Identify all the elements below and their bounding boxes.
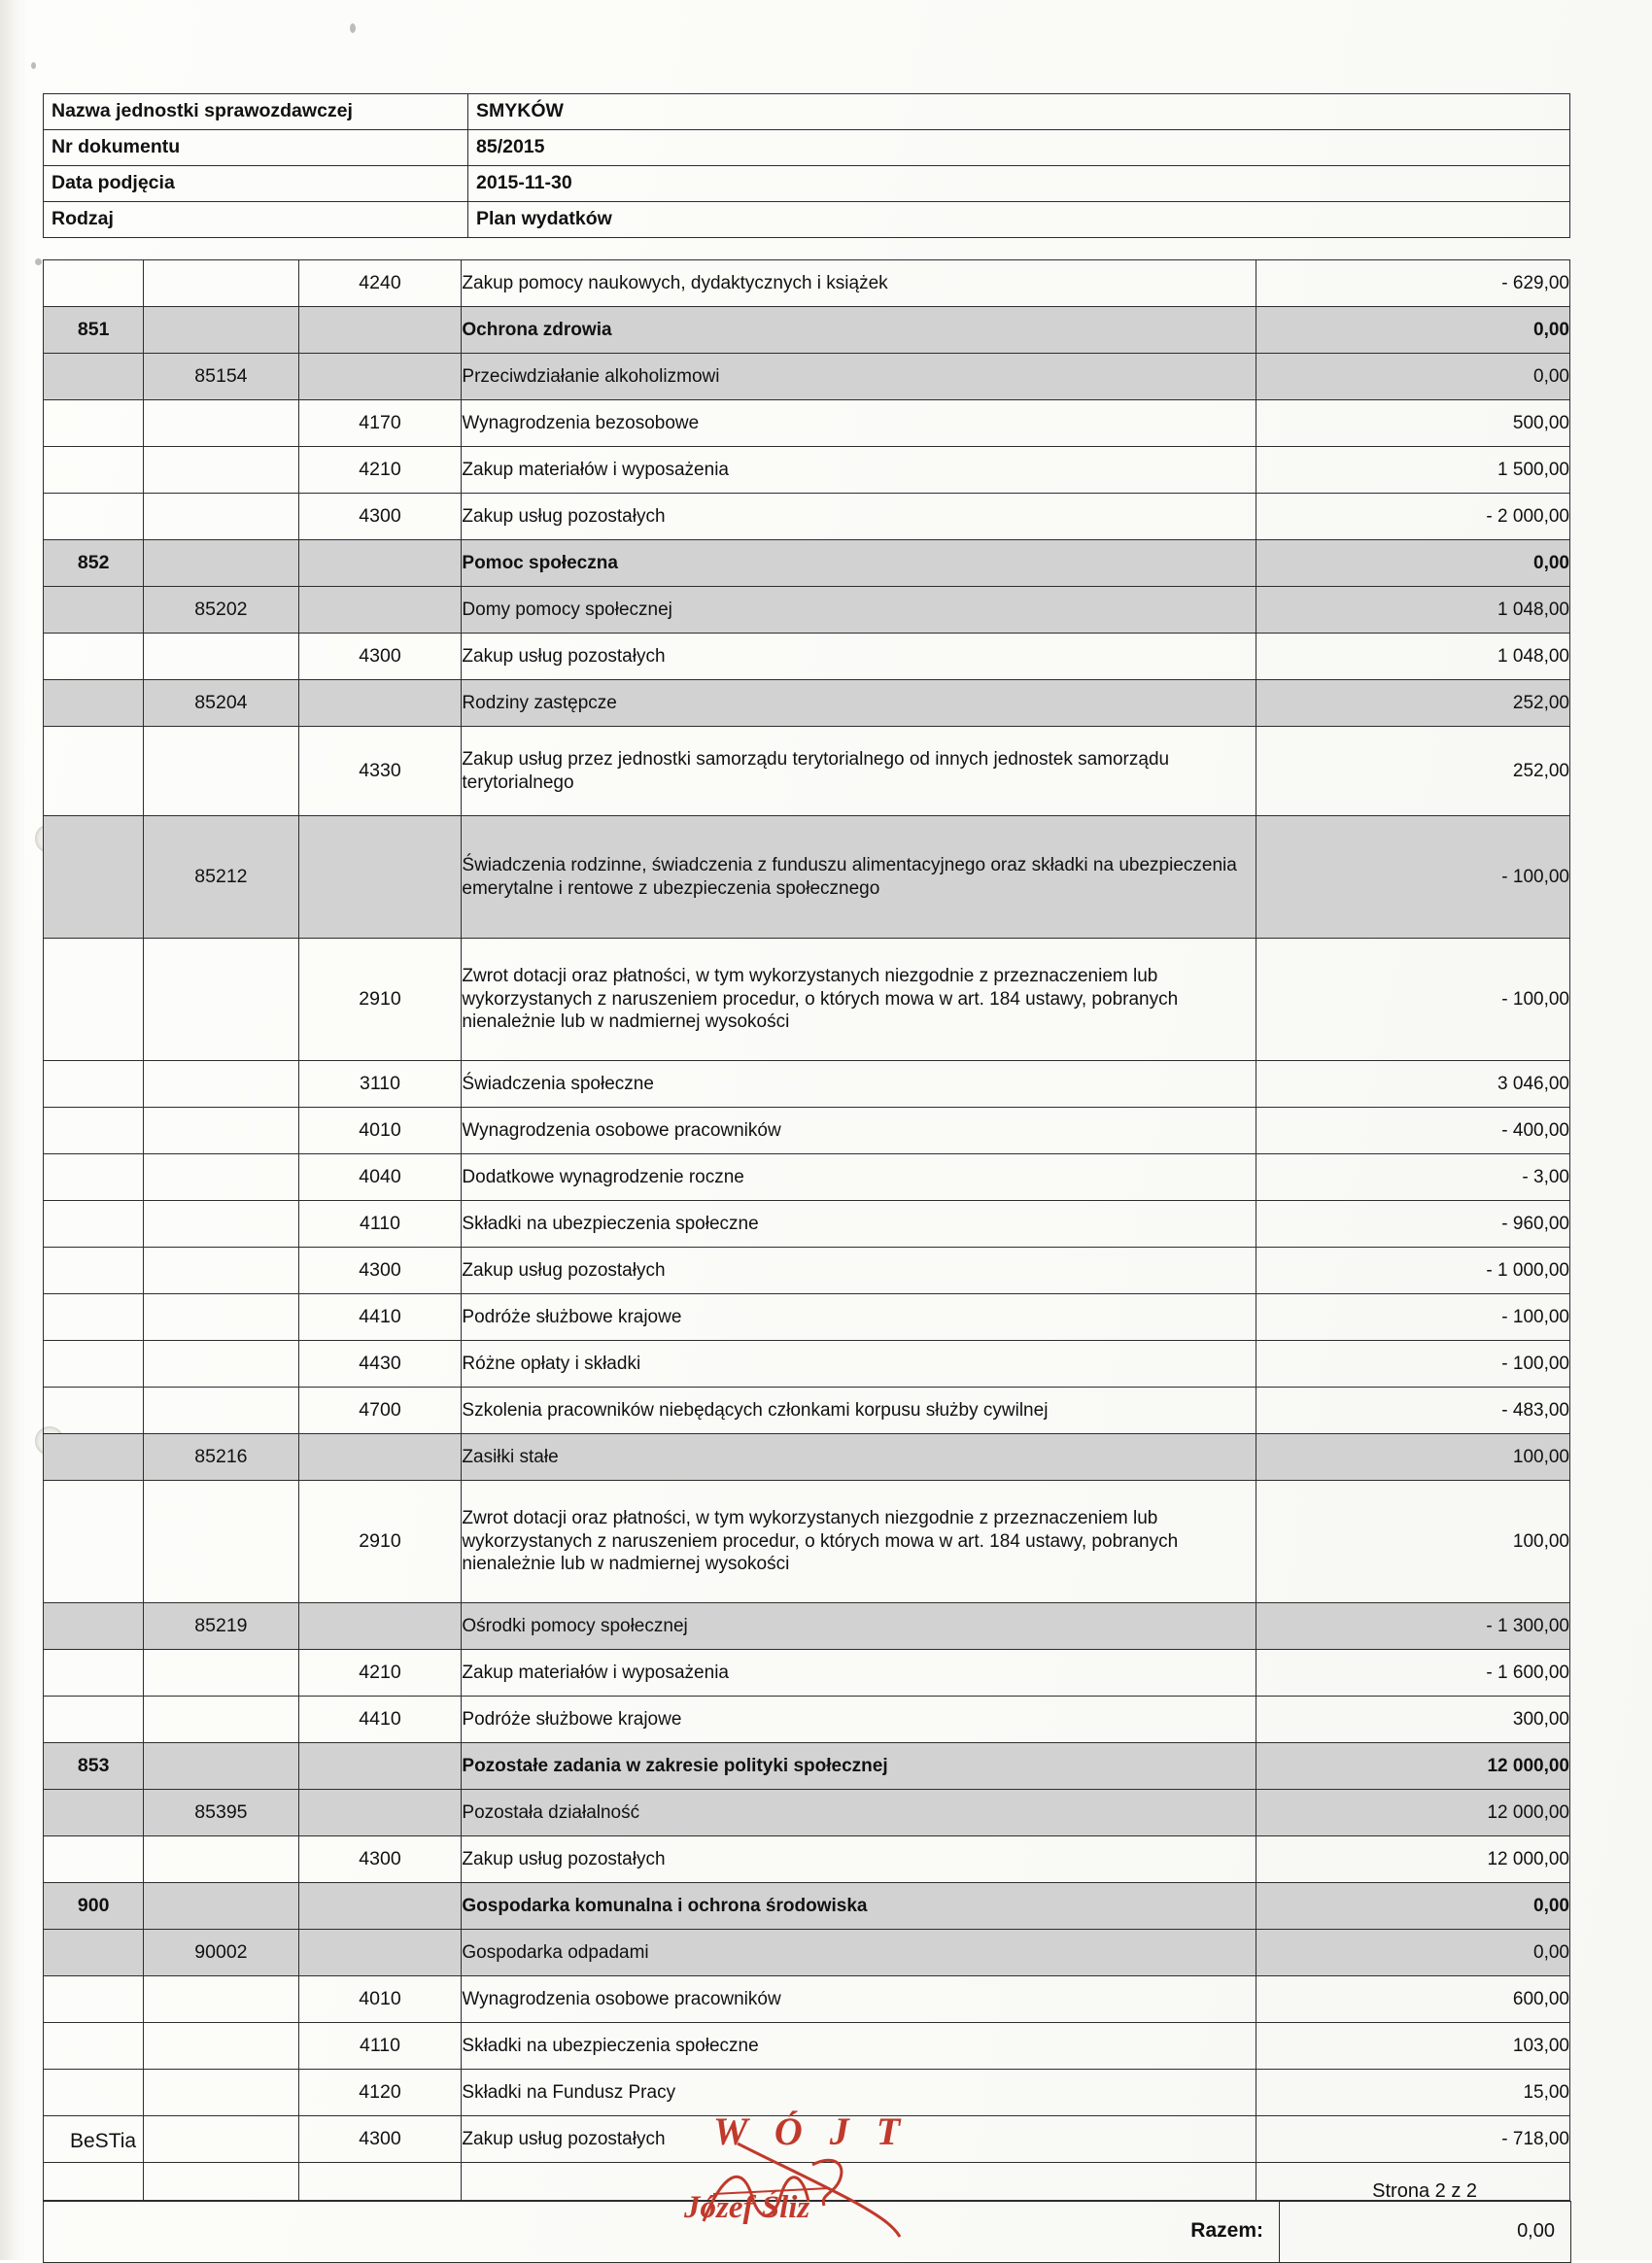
table-row	[44, 1248, 1570, 1294]
cell-name: Zakup usług pozostałych	[462, 494, 1256, 540]
cell-dzial	[44, 1930, 144, 1976]
table-row	[44, 1650, 1570, 1697]
cell-value: 1 048,00	[1256, 587, 1570, 634]
table-row	[44, 587, 1570, 634]
cell-value: 252,00	[1256, 680, 1570, 727]
cell-rozdzial	[144, 1976, 298, 2023]
table-row	[44, 260, 1570, 307]
cell-value: 600,00	[1256, 1976, 1570, 2023]
cell-value: 0,00	[1256, 354, 1570, 400]
cell-rozdzial	[144, 1388, 298, 1434]
cell-rozdzial: 85219	[144, 1603, 298, 1650]
cell-name: Zwrot dotacji oraz płatności, w tym wykorzystanych niezgodnie z przeznaczeniem lub wykorzystanych z naruszeniem procedur, o których mowa w art. 184 ustawy, pobranych nienależnie lub w nadmiernej wysokości	[462, 1481, 1256, 1603]
cell-dzial	[44, 634, 144, 680]
cell-rozdzial	[144, 2070, 298, 2116]
cell-paragraf	[298, 1603, 462, 1650]
stamp-title: W Ó J T	[713, 2109, 910, 2153]
cell-value: - 100,00	[1256, 1341, 1570, 1388]
cell-dzial	[44, 1154, 144, 1201]
cell-rozdzial	[144, 1061, 298, 1108]
cell-dzial: 852	[44, 540, 144, 587]
header-row	[44, 166, 1570, 202]
cell-paragraf	[298, 680, 462, 727]
cell-name: Wynagrodzenia bezosobowe	[462, 400, 1256, 447]
cell-value: 103,00	[1256, 2023, 1570, 2070]
cell-dzial	[44, 260, 144, 307]
cell-paragraf: 4330	[298, 727, 462, 816]
table-row	[44, 1388, 1570, 1434]
cell-name: Zakup usług przez jednostki samorządu terytorialnego od innych jednostek samorządu terytorialnego	[462, 727, 1256, 816]
cell-value: - 1 300,00	[1256, 1603, 1570, 1650]
cell-paragraf: 4210	[298, 447, 462, 494]
cell-dzial	[44, 1790, 144, 1836]
cell-name: Składki na ubezpieczenia społeczne	[462, 2023, 1256, 2070]
cell-rozdzial	[144, 1883, 298, 1930]
cell-paragraf	[298, 540, 462, 587]
cell-name: Zakup pomocy naukowych, dydaktycznych i książek	[462, 260, 1256, 307]
header-value: Plan wydatków	[468, 202, 1570, 238]
cell-paragraf: 2910	[298, 1481, 462, 1603]
cell-rozdzial	[144, 1481, 298, 1603]
table-row	[44, 816, 1570, 939]
cell-dzial	[44, 587, 144, 634]
table-row	[44, 1790, 1570, 1836]
cell-paragraf: 4300	[298, 1248, 462, 1294]
cell-dzial: 853	[44, 1743, 144, 1790]
table-row	[44, 1976, 1570, 2023]
cell-name: Wynagrodzenia osobowe pracowników	[462, 1976, 1256, 2023]
cell-dzial	[44, 1294, 144, 1341]
cell-paragraf: 4170	[298, 400, 462, 447]
table-row	[44, 939, 1570, 1061]
cell-value: 0,00	[1256, 1930, 1570, 1976]
cell-value: 0,00	[1256, 1883, 1570, 1930]
cell-dzial	[44, 1061, 144, 1108]
cell-dzial	[44, 939, 144, 1061]
cell-dzial: 900	[44, 1883, 144, 1930]
cell-name: Ochrona zdrowia	[462, 307, 1256, 354]
header-value: 2015-11-30	[468, 166, 1570, 202]
cell-dzial	[44, 1976, 144, 2023]
cell-rozdzial	[144, 1743, 298, 1790]
table-row	[44, 2023, 1570, 2070]
cell-rozdzial	[144, 1248, 298, 1294]
cell-rozdzial	[144, 1341, 298, 1388]
cell-rozdzial	[144, 634, 298, 680]
cell-rozdzial: 85395	[144, 1790, 298, 1836]
table-row	[44, 1697, 1570, 1743]
cell-dzial	[44, 1341, 144, 1388]
cell-dzial	[44, 1650, 144, 1697]
cell-dzial	[44, 1481, 144, 1603]
scan-speck	[350, 23, 356, 33]
table-row	[44, 1341, 1570, 1388]
cell-value: - 960,00	[1256, 1201, 1570, 1248]
cell-name: Zasiłki stałe	[462, 1434, 1256, 1481]
cell-paragraf: 4410	[298, 1294, 462, 1341]
cell-dzial	[44, 816, 144, 939]
table-row	[44, 354, 1570, 400]
cell-dzial	[44, 494, 144, 540]
cell-paragraf	[298, 1434, 462, 1481]
cell-paragraf	[298, 307, 462, 354]
document-footer	[43, 2109, 1613, 2243]
cell-dzial	[44, 1108, 144, 1154]
cell-dzial	[44, 354, 144, 400]
cell-rozdzial	[144, 1108, 298, 1154]
cell-paragraf: 2910	[298, 939, 462, 1061]
cell-name: Wynagrodzenia osobowe pracowników	[462, 1108, 1256, 1154]
cell-value: 3 046,00	[1256, 1061, 1570, 1108]
table-row	[44, 1603, 1570, 1650]
header-label: Nazwa jednostki sprawozdawczej	[44, 94, 468, 130]
cell-dzial	[44, 1248, 144, 1294]
cell-paragraf: 4410	[298, 1697, 462, 1743]
cell-paragraf: 4110	[298, 2023, 462, 2070]
cell-name: Świadczenia społeczne	[462, 1061, 1256, 1108]
table-row	[44, 1743, 1570, 1790]
cell-rozdzial: 85204	[144, 680, 298, 727]
cell-value: - 1 600,00	[1256, 1650, 1570, 1697]
cell-rozdzial	[144, 447, 298, 494]
cell-value: - 2 000,00	[1256, 494, 1570, 540]
cell-dzial	[44, 1603, 144, 1650]
cell-name: Podróże służbowe krajowe	[462, 1697, 1256, 1743]
cell-value: 1 048,00	[1256, 634, 1570, 680]
table-row	[44, 494, 1570, 540]
cell-paragraf	[298, 1930, 462, 1976]
cell-paragraf: 4240	[298, 260, 462, 307]
signature-stamp	[684, 2105, 1102, 2250]
cell-value: 12 000,00	[1256, 1743, 1570, 1790]
cell-name: Dodatkowe wynagrodzenie roczne	[462, 1154, 1256, 1201]
cell-name: Zakup usług pozostałych	[462, 634, 1256, 680]
cell-name: Przeciwdziałanie alkoholizmowi	[462, 354, 1256, 400]
cell-paragraf: 4300	[298, 494, 462, 540]
cell-name: Składki na Fundusz Pracy	[462, 2070, 1256, 2116]
table-row	[44, 540, 1570, 587]
cell-paragraf: 4210	[298, 1650, 462, 1697]
cell-paragraf: 4300	[298, 634, 462, 680]
cell-rozdzial	[144, 307, 298, 354]
cell-paragraf: 3110	[298, 1061, 462, 1108]
cell-paragraf	[298, 587, 462, 634]
cell-paragraf: 4010	[298, 1108, 462, 1154]
system-name: BeSTia	[70, 2130, 137, 2152]
cell-paragraf	[298, 1790, 462, 1836]
cell-name: Świadczenia rodzinne, świadczenia z funduszu alimentacyjnego oraz składki na ubezpieczenia emerytalne i rentowe z ubezpieczenia społecznego	[462, 816, 1256, 939]
scan-speck	[35, 258, 42, 265]
cell-paragraf: 4040	[298, 1154, 462, 1201]
cell-name: Szkolenia pracowników niebędących członkami korpusu służby cywilnej	[462, 1388, 1256, 1434]
cell-value: - 483,00	[1256, 1388, 1570, 1434]
cell-name: Zakup usług pozostałych	[462, 2116, 1256, 2163]
header-row	[44, 130, 1570, 166]
cell-paragraf: 4120	[298, 2070, 462, 2116]
table-row	[44, 634, 1570, 680]
cell-name: Domy pomocy społecznej	[462, 587, 1256, 634]
table-row	[44, 680, 1570, 727]
document-body	[43, 93, 1588, 2263]
cell-rozdzial	[144, 1697, 298, 1743]
cell-name: Różne opłaty i składki	[462, 1341, 1256, 1388]
cell-rozdzial	[144, 1836, 298, 1883]
cell-paragraf	[298, 816, 462, 939]
cell-paragraf: 4300	[298, 1836, 462, 1883]
cell-dzial	[44, 1388, 144, 1434]
cell-rozdzial	[144, 1154, 298, 1201]
cell-value: 15,00	[1256, 2070, 1570, 2116]
cell-rozdzial	[144, 727, 298, 816]
cell-paragraf	[298, 1743, 462, 1790]
cell-name: Rodziny zastępcze	[462, 680, 1256, 727]
cell-name: Zakup materiałów i wyposażenia	[462, 1650, 1256, 1697]
cell-value: 0,00	[1256, 307, 1570, 354]
table-row	[44, 727, 1570, 816]
table-row	[44, 447, 1570, 494]
cell-value: 300,00	[1256, 1697, 1570, 1743]
cell-value: - 100,00	[1256, 1294, 1570, 1341]
header-label: Nr dokumentu	[44, 130, 468, 166]
cell-dzial: 851	[44, 307, 144, 354]
cell-value: - 629,00	[1256, 260, 1570, 307]
cell-dzial	[44, 1697, 144, 1743]
table-row	[44, 400, 1570, 447]
cell-name: Pomoc społeczna	[462, 540, 1256, 587]
table-row	[44, 1154, 1570, 1201]
cell-value: 0,00	[1256, 540, 1570, 587]
cell-paragraf	[298, 1883, 462, 1930]
cell-name: Gospodarka komunalna i ochrona środowiska	[462, 1883, 1256, 1930]
header-row	[44, 202, 1570, 238]
cell-rozdzial	[144, 1201, 298, 1248]
cell-rozdzial: 85154	[144, 354, 298, 400]
cell-value: - 1 000,00	[1256, 1248, 1570, 1294]
cell-dzial	[44, 680, 144, 727]
cell-name: Gospodarka odpadami	[462, 1930, 1256, 1976]
total-value: 0,00	[1280, 2202, 1571, 2263]
cell-dzial	[44, 2070, 144, 2116]
cell-value: 1 500,00	[1256, 447, 1570, 494]
cell-name: Ośrodki pomocy społecznej	[462, 1603, 1256, 1650]
cell-rozdzial: 85216	[144, 1434, 298, 1481]
cell-dzial	[44, 727, 144, 816]
cell-dzial	[44, 1201, 144, 1248]
cell-rozdzial: 85202	[144, 587, 298, 634]
table-row	[44, 1930, 1570, 1976]
stamp-signer-name: Józef Śliz	[684, 2190, 810, 2225]
cell-paragraf: 4700	[298, 1388, 462, 1434]
cell-rozdzial	[144, 400, 298, 447]
cell-rozdzial	[144, 1650, 298, 1697]
budget-table	[43, 259, 1570, 2201]
header-label: Data podjęcia	[44, 166, 468, 202]
header-label: Rodzaj	[44, 202, 468, 238]
cell-rozdzial	[144, 939, 298, 1061]
cell-value: 12 000,00	[1256, 1790, 1570, 1836]
cell-rozdzial: 90002	[144, 1930, 298, 1976]
cell-dzial	[44, 1434, 144, 1481]
cell-rozdzial	[144, 2023, 298, 2070]
cell-name: Pozostała działalność	[462, 1790, 1256, 1836]
header-row	[44, 94, 1570, 130]
cell-paragraf: 4110	[298, 1201, 462, 1248]
total-label: Razem:	[44, 2202, 1280, 2263]
cell-value: - 400,00	[1256, 1108, 1570, 1154]
table-row	[44, 1108, 1570, 1154]
cell-dzial	[44, 400, 144, 447]
table-row	[44, 1434, 1570, 1481]
cell-value: - 100,00	[1256, 939, 1570, 1061]
cell-name: Zakup usług pozostałych	[462, 1248, 1256, 1294]
table-row	[44, 1294, 1570, 1341]
cell-value: 12 000,00	[1256, 1836, 1570, 1883]
cell-rozdzial	[144, 260, 298, 307]
cell-name: Pozostałe zadania w zakresie polityki społecznej	[462, 1743, 1256, 1790]
cell-value: - 718,00	[1256, 2116, 1570, 2163]
cell-value: 100,00	[1256, 1481, 1570, 1603]
cell-paragraf: 4010	[298, 1976, 462, 2023]
cell-paragraf: 4300	[298, 2116, 462, 2163]
page-number: Strona 2 z 2	[1372, 2180, 1477, 2202]
cell-name: Podróże służbowe krajowe	[462, 1294, 1256, 1341]
cell-rozdzial	[144, 1294, 298, 1341]
cell-name: Zwrot dotacji oraz płatności, w tym wykorzystanych niezgodnie z przeznaczeniem lub wykorzystanych z naruszeniem procedur, o których mowa w art. 184 ustawy, pobranych nienależnie lub w nadmiernej wysokości	[462, 939, 1256, 1061]
cell-dzial	[44, 1836, 144, 1883]
report-header-table	[43, 93, 1570, 238]
cell-rozdzial: 85212	[144, 816, 298, 939]
scan-speck	[31, 62, 36, 69]
cell-value: - 100,00	[1256, 816, 1570, 939]
header-value: SMYKÓW	[468, 94, 1570, 130]
scan-edge	[0, 0, 25, 2260]
table-row	[44, 1883, 1570, 1930]
cell-rozdzial	[144, 494, 298, 540]
header-value: 85/2015	[468, 130, 1570, 166]
cell-dzial	[44, 2023, 144, 2070]
cell-name: Składki na ubezpieczenia społeczne	[462, 1201, 1256, 1248]
table-row	[44, 1201, 1570, 1248]
cell-name: Zakup usług pozostałych	[462, 1836, 1256, 1883]
table-row	[44, 1481, 1570, 1603]
cell-dzial	[44, 447, 144, 494]
cell-value: 500,00	[1256, 400, 1570, 447]
cell-rozdzial	[144, 540, 298, 587]
table-row	[44, 1836, 1570, 1883]
table-row	[44, 307, 1570, 354]
cell-name: Zakup materiałów i wyposażenia	[462, 447, 1256, 494]
cell-paragraf: 4430	[298, 1341, 462, 1388]
cell-value: - 3,00	[1256, 1154, 1570, 1201]
cell-value: 100,00	[1256, 1434, 1570, 1481]
cell-value: 252,00	[1256, 727, 1570, 816]
table-row	[44, 1061, 1570, 1108]
cell-paragraf	[298, 354, 462, 400]
